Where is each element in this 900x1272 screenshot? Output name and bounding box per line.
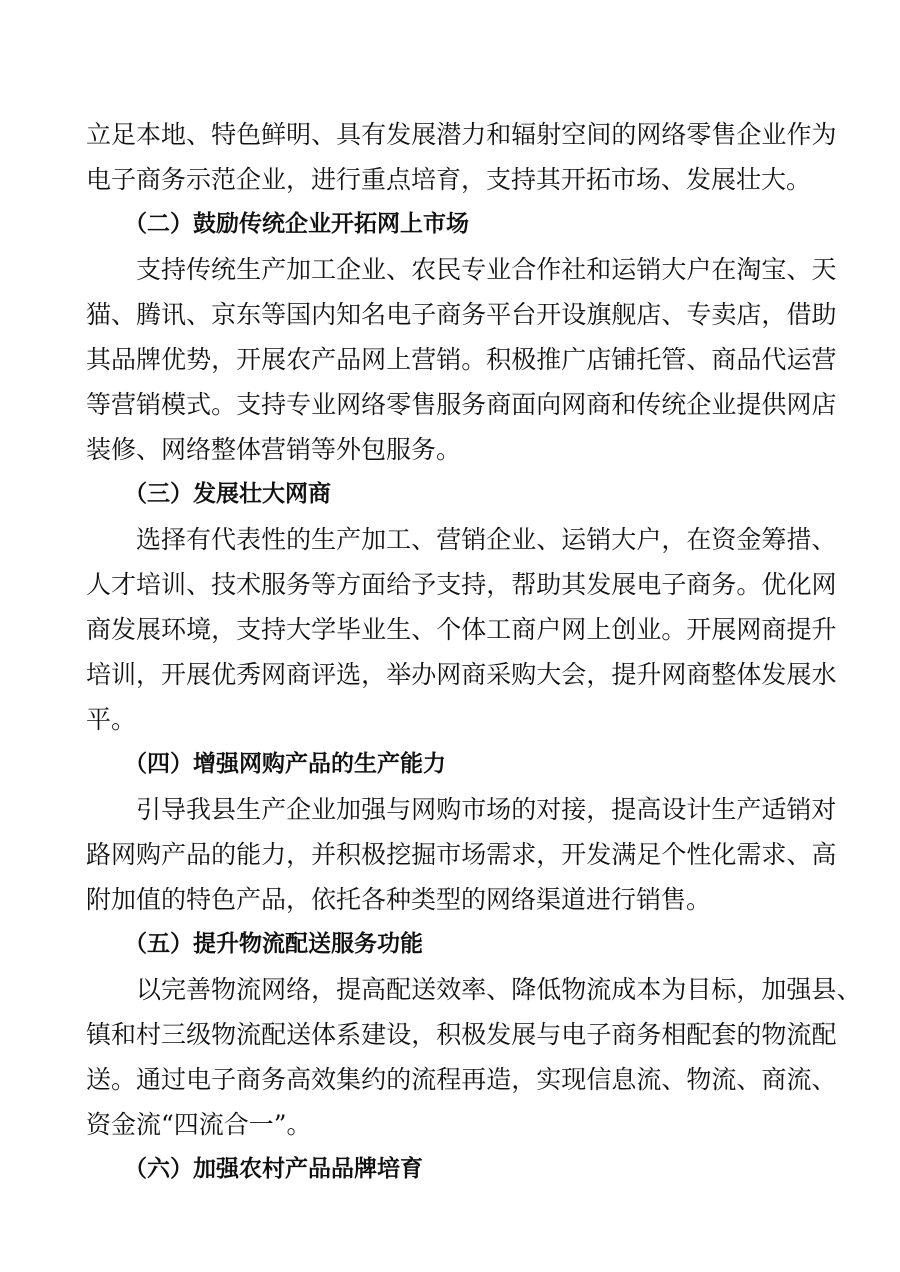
paragraph [86, 112, 837, 202]
document-body [86, 112, 862, 1192]
text-line: 引 导 我 县 生 产 企 业 加 强 与 网 购 市 场 的 对 接 ， 提 高 设 计 生 产 适 销 对 [136, 795, 837, 824]
text-line: 猫 、 腾 讯 、 京 东 等 国 内 知 名 电 子 商 务 平 台 开 设 旗 舰 店 、 专 卖 店 ， 借 助 [86, 300, 837, 329]
text-line: 镇 和 村 三 级 物 流 配 送 体 系 建 设 ， 积 极 发 展 与 电 子 商 务 相 配 套 的 物 流 配 [86, 1020, 837, 1049]
text-line: 支 持 传 统 生 产 加 工 企 业 、 农 民 专 业 合 作 社 和 运 销 大 户 在 淘 宝 、 天 [136, 255, 837, 284]
text-line: 路 网 购 产 品 的 能 力 ， 并 积 极 挖 掘 市 场 需 求 ， 开 发 满 足 个 性 化 需 求 、 高 [86, 840, 837, 869]
text-line: 送 。 通 过 电 子 商 务 高 效 集 约 的 流 程 再 造 ， 实 现 信 息 流 、 物 流 、 商 流 、 [86, 1065, 837, 1094]
text-line: 其 品 牌 优 势 ， 开 展 农 产 品 网 上 营 销 。 积 极 推 广 店 铺 托 管 、 商 品 代 运 营 [86, 345, 837, 374]
text-line: 选 择 有 代 表 性 的 生 产 加 工 、 营 销 企 业 、 运 销 大 户 ， 在 资 金 筹 措 、 [136, 525, 837, 554]
text-line: 商 发 展 环 境 ， 支 持 大 学 毕 业 生 、 个 体 工 商 户 网 上 创 业 。 开 展 网 商 提 升 [86, 615, 837, 644]
text-line: 培 训 ， 开 展 优 秀 网 商 评 选 ， 举 办 网 商 采 购 大 会 ， 提 升 网 商 整 体 发 展 水 [86, 660, 837, 689]
section-heading: （四）增强网购产品的生产能力 [124, 751, 446, 777]
section-heading: （五）提升物流配送服务功能 [124, 931, 423, 957]
text-line: 附加值的特色产品，依托各种类型的网络渠道进行销售。 [86, 885, 712, 914]
section-heading: （六）加强农村产品品牌培育 [124, 1156, 423, 1182]
text-line: 等 营 销 模 式 。 支 持 专 业 网 络 零 售 服 务 商 面 向 网 商 和 传 统 企 业 提 供 网 店 [86, 390, 837, 419]
text-line: 立 足 本 地 、 特 色 鲜 明 、 具 有 发 展 潜 力 和 辐 射 空 间 的 网 络 零 售 企 业 作 为 [86, 120, 837, 149]
paragraph [86, 787, 837, 922]
text-line: 以 完 善 物 流 网 络 ， 提 高 配 送 效 率 、 降 低 物 流 成 本 为 目 标 ， 加 强 县 、 [136, 975, 862, 1004]
paragraph [86, 517, 837, 742]
text-line: 资金流“四流合一”。 [86, 1110, 312, 1139]
text-line: 平。 [86, 705, 137, 734]
section-heading: （三）发展壮大网商 [124, 481, 331, 507]
section-heading: （二）鼓励传统企业开拓网上市场 [124, 211, 469, 237]
text-line: 人 才 培 训 、 技 术 服 务 等 方 面 给 予 支 持 ， 帮 助 其 发 展 电 子 商 务 。 优 化 网 [86, 570, 837, 599]
paragraph [86, 967, 862, 1147]
text-line: 装修、网络整体营销等外包服务。 [86, 435, 462, 464]
paragraph [86, 247, 837, 472]
text-line: 电子商务示范企业，进行重点培育，支持其开拓市场、发展壮大。 [86, 165, 812, 194]
